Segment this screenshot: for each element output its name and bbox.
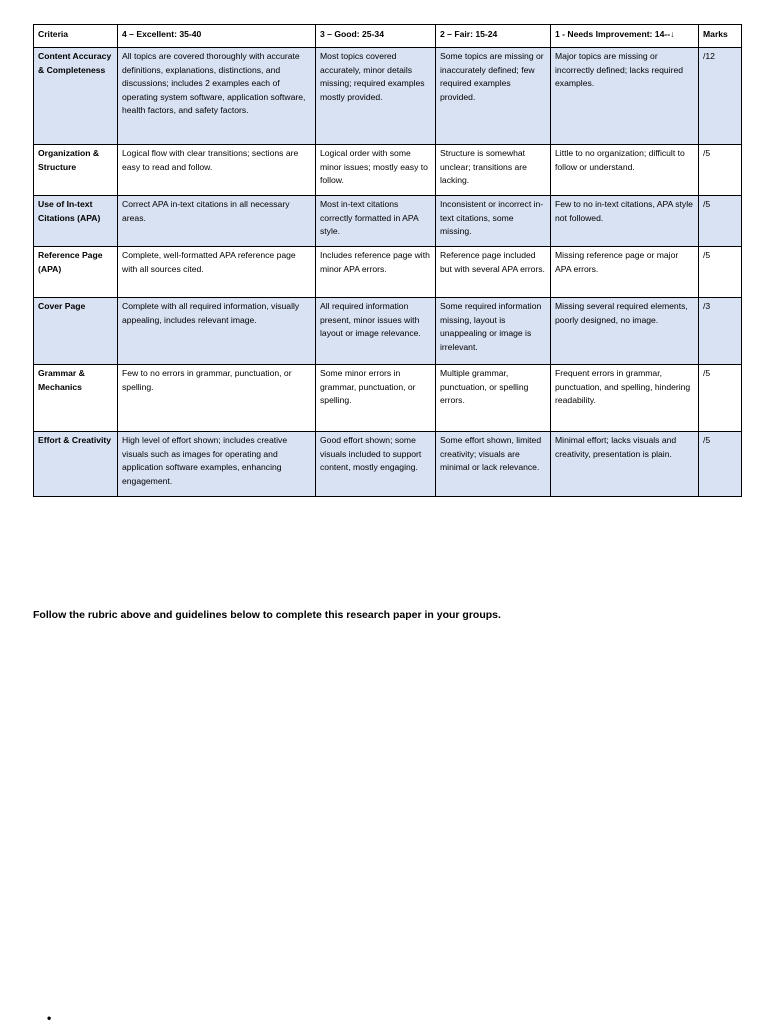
good-cell: Includes reference page with minor APA errors. [316, 247, 436, 298]
header-marks: Marks [699, 25, 742, 48]
fair-cell: Some required information missing, layout is unappealing or image is irrelevant. [436, 298, 551, 365]
excellent-cell: High level of effort shown; includes creative visuals such as images for operating and application software examples, enhancing engagement. [118, 432, 316, 497]
excellent-cell: Logical flow with clear transitions; sections are easy to read and follow. [118, 145, 316, 196]
bullet-point: • [47, 1011, 52, 1025]
table-row [34, 432, 742, 497]
fair-cell: Multiple grammar, punctuation, or spelling errors. [436, 365, 551, 432]
fair-cell: Some topics are missing or inaccurately defined; few required examples provided. [436, 48, 551, 145]
needs-improvement-cell: Major topics are missing or incorrectly defined; lacks required examples. [551, 48, 699, 145]
criteria-cell: Grammar & Mechanics [34, 365, 118, 432]
good-cell: All required information present, minor issues with layout or image relevance. [316, 298, 436, 365]
needs-improvement-cell: Minimal effort; lacks visuals and creativity, presentation is plain. [551, 432, 699, 497]
needs-improvement-cell: Little to no organization; difficult to follow or understand. [551, 145, 699, 196]
good-cell: Most topics covered accurately, minor details missing; required examples mostly provided. [316, 48, 436, 145]
excellent-cell: Few to no errors in grammar, punctuation, or spelling. [118, 365, 316, 432]
excellent-cell: Complete, well-formatted APA reference page with all sources cited. [118, 247, 316, 298]
rubric-table [33, 24, 742, 497]
marks-cell: /5 [699, 247, 742, 298]
criteria-cell: Cover Page [34, 298, 118, 365]
marks-cell: /5 [699, 196, 742, 247]
criteria-cell: Use of In-text Citations (APA) [34, 196, 118, 247]
good-cell: Logical order with some minor issues; mostly easy to follow. [316, 145, 436, 196]
table-row [34, 145, 742, 196]
excellent-cell: Complete with all required information, visually appealing, includes relevant image. [118, 298, 316, 365]
header-fair: 2 – Fair: 15-24 [436, 25, 551, 48]
criteria-cell: Organization & Structure [34, 145, 118, 196]
marks-cell: /5 [699, 432, 742, 497]
needs-improvement-cell: Missing reference page or major APA errors. [551, 247, 699, 298]
table-row [34, 196, 742, 247]
marks-cell: /5 [699, 145, 742, 196]
header-needs-improvement: 1 - Needs Improvement: 14--↓ [551, 25, 699, 48]
criteria-cell: Effort & Creativity [34, 432, 118, 497]
header-criteria: Criteria [34, 25, 118, 48]
good-cell: Most in-text citations correctly formatted in APA style. [316, 196, 436, 247]
header-excellent: 4 – Excellent: 35-40 [118, 25, 316, 48]
marks-cell: /5 [699, 365, 742, 432]
table-row [34, 247, 742, 298]
excellent-cell: All topics are covered thoroughly with accurate definitions, explanations, distinctions, and discussions; includes 2 examples each of operating system software, application software, health factors, and safety factors. [118, 48, 316, 145]
rubric-body [34, 48, 742, 497]
criteria-cell: Content Accuracy & Completeness [34, 48, 118, 145]
good-cell: Some minor errors in grammar, punctuation, or spelling. [316, 365, 436, 432]
excellent-cell: Correct APA in-text citations in all necessary areas. [118, 196, 316, 247]
rubric-header [34, 25, 742, 48]
needs-improvement-cell: Few to no in-text citations, APA style not followed. [551, 196, 699, 247]
table-row [34, 48, 742, 145]
fair-cell: Some effort shown, limited creativity; visuals are minimal or lack relevance. [436, 432, 551, 497]
needs-improvement-cell: Frequent errors in grammar, punctuation, and spelling, hindering readability. [551, 365, 699, 432]
marks-cell: /3 [699, 298, 742, 365]
fair-cell: Structure is somewhat unclear; transitions are lacking. [436, 145, 551, 196]
table-row [34, 298, 742, 365]
criteria-cell: Reference Page (APA) [34, 247, 118, 298]
needs-improvement-cell: Missing several required elements, poorly designed, no image. [551, 298, 699, 365]
instruction-text: Follow the rubric above and guidelines below to complete this research paper in your groups. [33, 609, 501, 621]
table-row [34, 365, 742, 432]
marks-cell: /12 [699, 48, 742, 145]
header-row [34, 25, 742, 48]
good-cell: Good effort shown; some visuals included to support content, mostly engaging. [316, 432, 436, 497]
header-good: 3 – Good: 25-34 [316, 25, 436, 48]
fair-cell: Inconsistent or incorrect in-text citations, some missing. [436, 196, 551, 247]
fair-cell: Reference page included but with several APA errors. [436, 247, 551, 298]
